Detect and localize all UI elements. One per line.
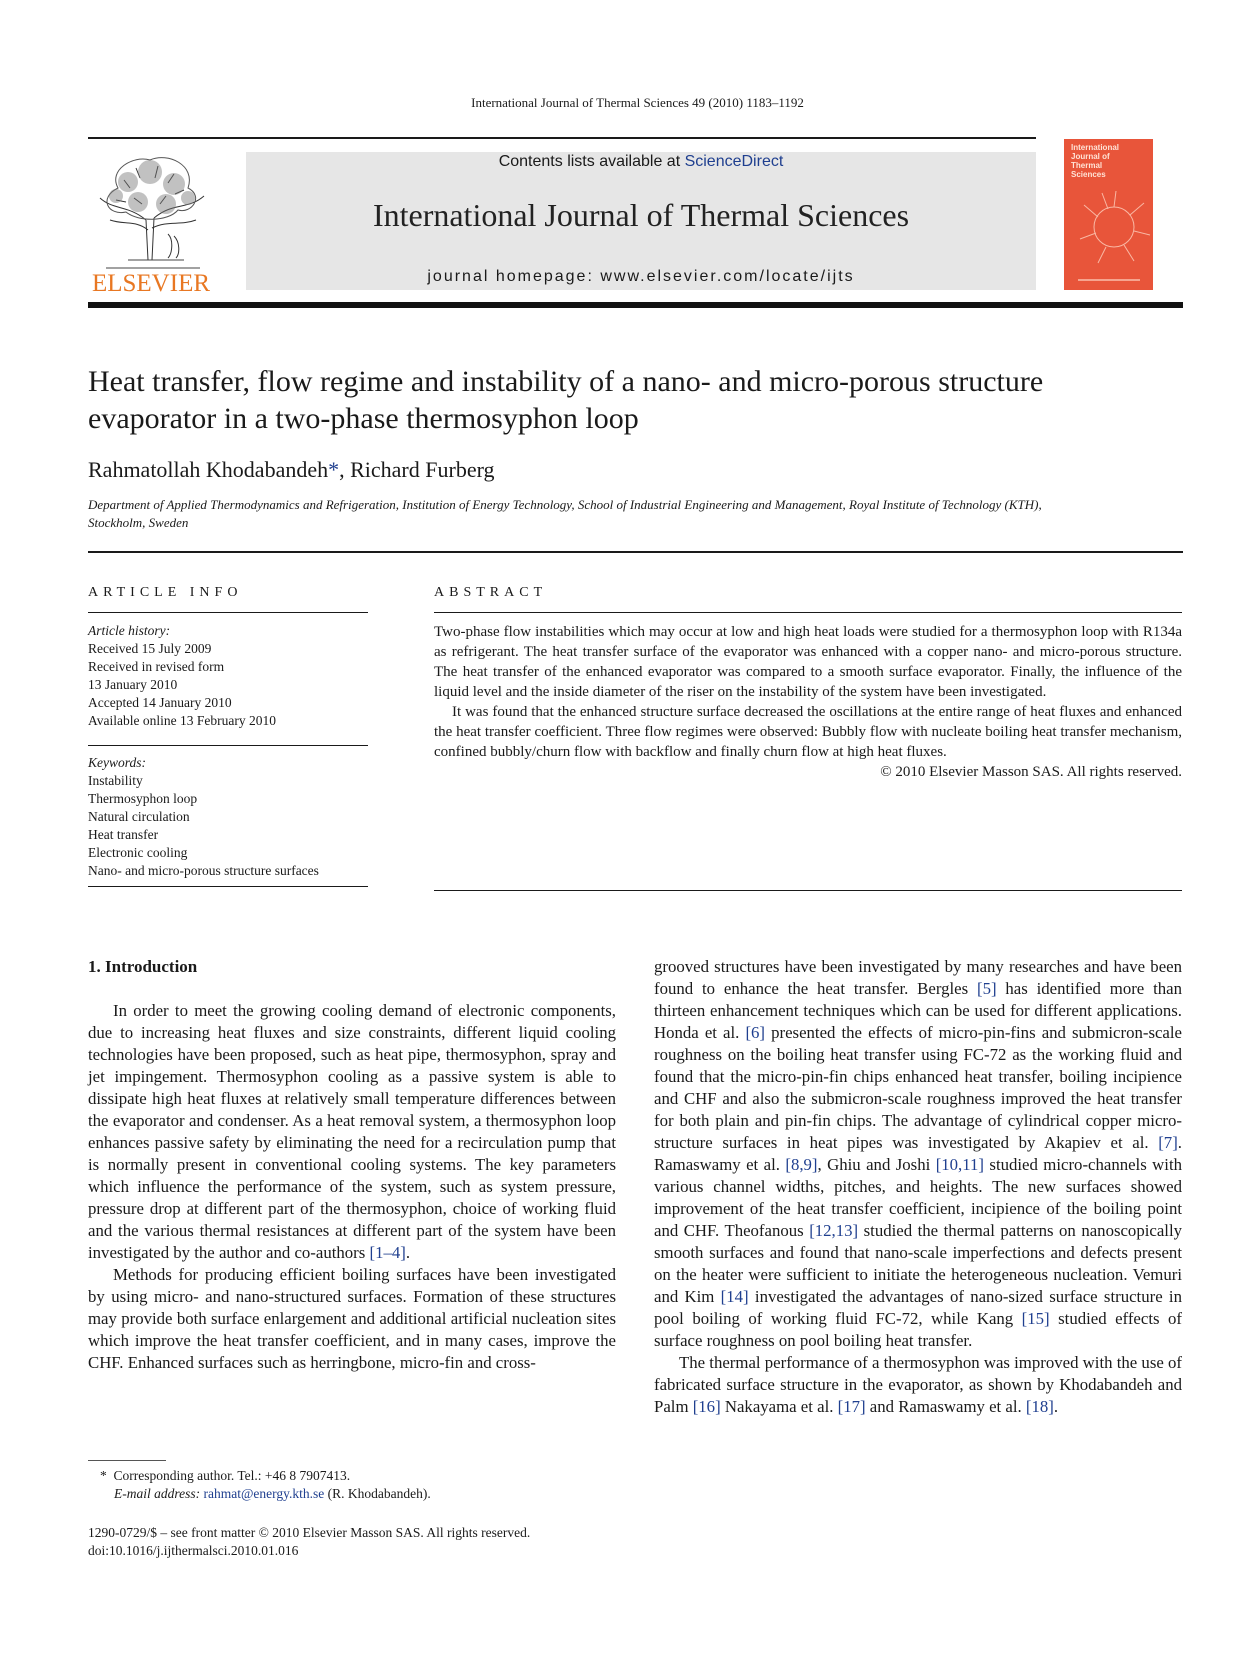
body-column-left [88, 956, 616, 1374]
author-name[interactable]: Rahmatollah Khodabandeh [88, 457, 329, 482]
citation-ref[interactable]: [15] [1021, 1309, 1050, 1328]
footnote-line [100, 1485, 431, 1503]
history-item: 13 January 2010 [88, 677, 178, 692]
footnote-rule [88, 1460, 166, 1461]
header-rule-top [88, 137, 1036, 139]
citation-ref[interactable]: [6] [745, 1023, 766, 1042]
section-heading: 1. Introduction [88, 957, 198, 976]
paragraph-text: In order to meet the growing cooling demand of electronic components, due to increasing heat fluxes and size constraints, different liquid cooling technologies have been proposed, such as heat pipe, thermosyphon, spray and jet impingement. Thermosyphon cooling as a passive system is able to dissipate high heat fluxes at relatively small temperature differences between the evaporator and condenser. As a heat removal system, a thermosyphon loop enhances passive safety by eliminating the need for a recirculation pump that is normally present in conventional cooling systems. The key parameters which influence the performance of the system, such as system pressure, pressure drop at different part of the thermosyphon, choice of working fluid and the various thermal resistances at different part of the system have been investigated by the author and co-authors [88, 1001, 616, 1262]
footnote-line [100, 1467, 431, 1485]
paragraph-text: investigated the advantages of nano-sized surface structure in pool boiling of working fluid FC-72, while Kang [654, 1287, 1182, 1328]
citation-ref[interactable]: [14] [720, 1287, 749, 1306]
email-link[interactable]: rahmat@energy.kth.se [203, 1486, 325, 1501]
paragraph-text: studied the thermal patterns on nanoscopically smooth surfaces and found that nano-scale imperfections and defects present on the heater were sufficient to initiate the heterogeneous nucleation. Vemuri and Kim [654, 1221, 1182, 1306]
contents-line [246, 153, 1036, 171]
paragraph-text: . [1053, 1397, 1059, 1416]
body-column-right [654, 956, 1182, 1418]
corresponding-author-mark[interactable]: * [328, 457, 340, 482]
history-item: Available online 13 February 2010 [88, 713, 276, 728]
journal-title: International Journal of Thermal Sciences [372, 197, 910, 233]
citation-ref[interactable]: [7] [1158, 1133, 1178, 1152]
keyword: Instability [88, 773, 143, 788]
citation-ref[interactable]: [8,9] [785, 1155, 818, 1174]
abstract-heading: ABSTRACT [434, 585, 548, 600]
paragraph-text: Nakayama et al. [720, 1397, 838, 1416]
abstract-body [434, 622, 1182, 782]
history-item: Received 15 July 2009 [88, 641, 212, 656]
author-list [88, 457, 495, 483]
header-rule-bottom [88, 302, 1183, 308]
abstract-rule [434, 612, 1182, 613]
corresponding-author-footnote [100, 1467, 431, 1503]
keyword: Electronic cooling [88, 845, 188, 860]
contents-prefix: Contents lists available at [498, 153, 685, 170]
citation-ref[interactable]: [1–4] [369, 1243, 406, 1262]
footnote-text: Corresponding author. Tel.: +46 8 7907413. [113, 1468, 351, 1483]
keywords-label: Keywords: [88, 755, 146, 770]
citation-ref[interactable]: [18] [1025, 1397, 1054, 1416]
author-affiliation: Department of Applied Thermodynamics and Refrigeration, Institution of Energy Technology, School of Industrial Engineering and Management, Royal Institute of Technology (KTH), Stockholm, Sweden [88, 497, 1042, 530]
citation-ref[interactable]: [5] [976, 979, 997, 998]
author-name[interactable]: Richard Furberg [350, 457, 495, 482]
abstract-paragraph: Two-phase flow instabilities which may occur at low and high heat loads were studied for a thermosyphon loop with R134a as refrigerant. The heat transfer surface of the evaporator was enhanced with a copper nano- and micro-porous structure. The heat transfer of the enhanced evaporator was compared to a smooth surface evaporator. Finally, the influence of the liquid level and the inside diameter of the riser on the instability of the system have been investigated. [434, 624, 1182, 700]
history-item: Received in revised form [88, 659, 225, 674]
keywords-list [88, 754, 378, 880]
cover-title-line: International [1071, 143, 1120, 152]
keyword: Natural circulation [88, 809, 190, 824]
paragraph-text: . [405, 1243, 411, 1262]
cover-art-icon [1064, 139, 1153, 290]
author-separator: , [339, 457, 351, 482]
journal-cover-thumbnail[interactable] [1064, 139, 1153, 290]
paragraph-text: grooved structures have been investigated by many researches and have been found to enhance the heat transfer. Bergles [654, 957, 1182, 998]
body-paragraph [654, 956, 1182, 1352]
keyword: Nano- and micro-porous structure surfaces [88, 863, 319, 878]
history-item: Accepted 14 January 2010 [88, 695, 232, 710]
doi-link[interactable]: doi:10.1016/j.ijthermalsci.2010.01.016 [88, 1543, 299, 1558]
paragraph-text: studied micro-channels with various channel widths, pitches, and heights. The new surfaces showed improvement of the heat transfer coefficient, incipience of the boiling point and CHF. Theofanous [654, 1155, 1183, 1240]
article-title: Heat transfer, flow regime and instability of a nano- and micro-porous structure evaporator in a two-phase thermosyphon loop [88, 365, 1044, 435]
info-rule [88, 886, 368, 887]
abstract-rule [434, 890, 1182, 891]
footnote-text: (R. Khodabandeh). [324, 1486, 431, 1501]
article-history [88, 622, 368, 730]
journal-banner [246, 152, 1036, 290]
paragraph-text: has identified more than thirteen enhancement techniques which can be used for different applications. Honda et al. [654, 979, 1182, 1042]
tree-icon [88, 150, 214, 296]
title-rule [88, 551, 1183, 553]
info-rule [88, 612, 368, 613]
paragraph-text: . Ramaswamy et al. [654, 1133, 1182, 1174]
info-rule [88, 745, 368, 746]
email-label: E-mail address: [114, 1486, 204, 1501]
citation-ref[interactable]: [12,13] [809, 1221, 859, 1240]
paragraph-text: studied effects of surface roughness on pool boiling heat transfer. [654, 1309, 1182, 1350]
footnote-mark: * [100, 1468, 107, 1483]
article-info-heading: ARTICLE INFO [88, 585, 243, 600]
body-paragraph [88, 1000, 616, 1264]
front-matter [88, 1524, 530, 1560]
issn-line: 1290-0729/$ – see front matter © 2010 Elsevier Masson SAS. All rights reserved. [88, 1525, 531, 1540]
elsevier-logo[interactable] [88, 150, 214, 296]
sciencedirect-link[interactable]: ScienceDirect [684, 153, 784, 170]
history-label: Article history: [88, 623, 171, 638]
abstract-paragraph: It was found that the enhanced structure surface decreased the oscillations at the entire range of heat fluxes and enhanced the heat transfer coefficient. Three flow regimes were observed: Bubbly flow with nucleate boiling heat transfer mechanism, confined bubbly/churn flow with backflow and finally churn flow at high heat fluxes. [434, 704, 1182, 760]
body-paragraph [654, 1352, 1182, 1418]
cover-title-line: Journal of [1071, 152, 1110, 161]
keyword: Heat transfer [88, 827, 159, 842]
cover-title-line: Thermal [1071, 161, 1103, 170]
journal-homepage-link[interactable]: journal homepage: www.elsevier.com/locate/ijts [427, 268, 855, 285]
paragraph-text: presented the effects of micro-pin-fins and submicron-scale roughness on the boiling heat transfer using FC-72 as the working fluid and found that the micro-pin-fin chips enhanced heat transfer, boiling incipience and CHF and also the submicron-scale roughness improved the heat transfer for both plain and pin-fin chips. The advantage of cylindrical copper micro-structure surfaces in heat pipes was investigated by Akapiev et al. [654, 1023, 1182, 1152]
paragraph-text: and Ramaswamy et al. [865, 1397, 1026, 1416]
paragraph-text: The thermal performance of a thermosyphon was improved with the use of fabricated surface structure in the evaporator, as shown by Khodabandeh and Palm [654, 1353, 1182, 1416]
body-paragraph: Methods for producing efficient boiling surfaces have been investigated by using micro- and nano-structured surfaces. Formation of these structures may provide both surface enlargement and additional artificial nucleation sites which improve the heat transfer coefficient, and in many cases, improve the CHF. Enhanced surfaces such as herringbone, micro-fin and cross- [88, 1265, 616, 1372]
cover-title-line: Sciences [1071, 170, 1106, 179]
abstract-copyright: © 2010 Elsevier Masson SAS. All rights reserved. [880, 764, 1182, 780]
citation-ref[interactable]: [17] [837, 1397, 866, 1416]
keyword: Thermosyphon loop [88, 791, 198, 806]
journal-citation: International Journal of Thermal Sciences 49 (2010) 1183–1192 [471, 95, 804, 110]
paragraph-text: , Ghiu and Joshi [817, 1155, 936, 1174]
elsevier-wordmark: ELSEVIER [91, 270, 211, 296]
citation-ref[interactable]: [10,11] [935, 1155, 984, 1174]
citation-ref[interactable]: [16] [692, 1397, 721, 1416]
